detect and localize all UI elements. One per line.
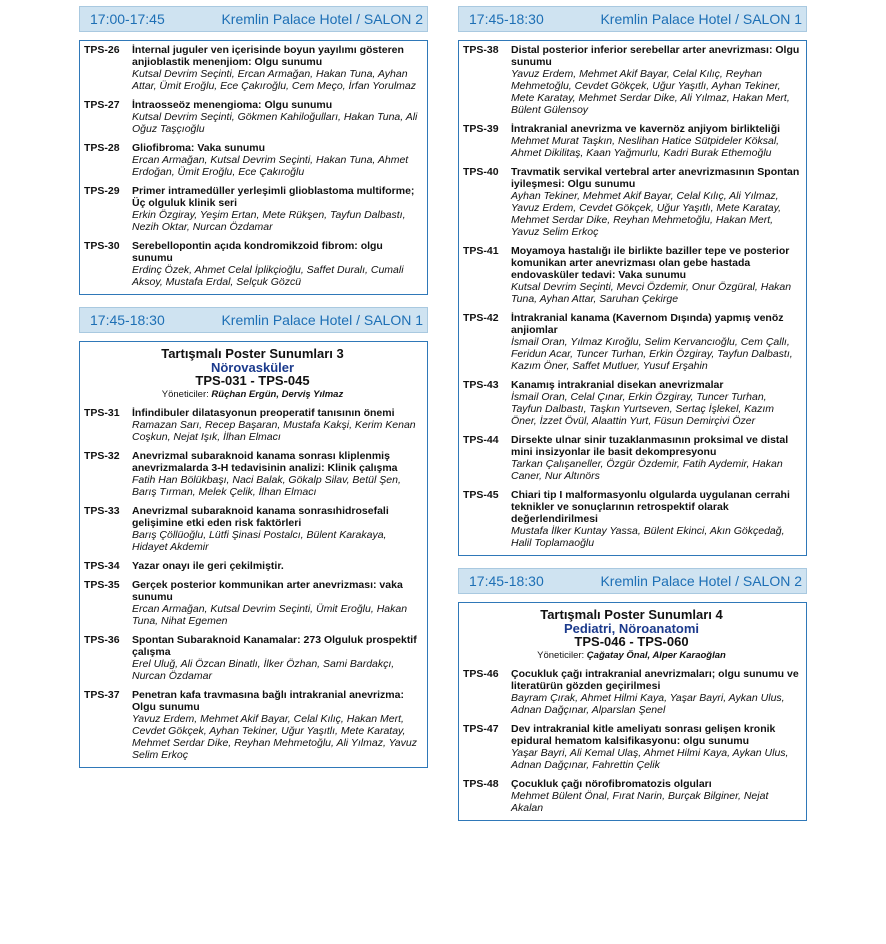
poster-body xyxy=(132,689,421,761)
poster-code: TPS-39 xyxy=(463,123,499,135)
session-subtitle: Pediatri, Nöroanatomi xyxy=(563,620,700,636)
session-time: 17:00-17:45 xyxy=(90,11,165,27)
poster-entry xyxy=(84,407,421,443)
session-time: 17:45-18:30 xyxy=(469,573,544,589)
poster-code: TPS-48 xyxy=(463,778,499,790)
poster-code: TPS-46 xyxy=(463,668,499,680)
poster-code: TPS-30 xyxy=(84,240,120,252)
poster-code: TPS-45 xyxy=(463,489,499,501)
poster-title: İntrakranial anevrizma ve kavernöz anjiyom birlikteliği xyxy=(511,123,781,135)
poster-title: Serebellopontin açıda kondromikzoid fibrom: olgu sunumu xyxy=(132,240,383,264)
session-title: Tartışmalı Poster Sunumları 3 xyxy=(161,346,344,361)
session-header-bar xyxy=(79,6,428,32)
poster-code: TPS-31 xyxy=(84,407,120,419)
poster-entry xyxy=(463,489,800,549)
poster-authors: Bayram Çırak, Ahmet Hilmi Kaya, Yaşar Bayri, Aykan Ulus, Adnan Dağçınar, Alparslan Şenel xyxy=(511,692,785,716)
poster-title: İnfindibuler dilatasyonun preoperatif tanısının önemi xyxy=(132,407,395,419)
moderator-names: Çağatay Önal, Alper Karaoğlan xyxy=(586,649,726,661)
poster-authors: Kutsal Devrim Seçinti, Gökmen Kahiloğulları, Hakan Tuna, Ali Oğuz Taşçıoğlu xyxy=(132,111,418,135)
program-section xyxy=(458,6,807,556)
session-heading xyxy=(463,608,800,662)
poster-authors: Erdinç Özek, Ahmet Celal İplikçioğlu, Saffet Duralı, Cumali Aksoy, Mustafa Erdal, Selçuk Gözcü xyxy=(132,264,404,288)
poster-body xyxy=(511,489,800,549)
poster-entry xyxy=(84,579,421,627)
poster-title: Çocukluk çağı nörofibromatozis olguları xyxy=(511,778,712,790)
poster-code: TPS-36 xyxy=(84,634,120,646)
poster-body xyxy=(511,379,800,427)
session-location: Kremlin Palace Hotel / SALON 2 xyxy=(600,573,802,589)
poster-code: TPS-33 xyxy=(84,505,120,517)
poster-title: Distal posterior inferior serebellar arter anevrizması: Olgu sunumu xyxy=(511,44,800,68)
poster-authors: Erkin Özgiray, Yeşim Ertan, Mete Rükşen, Tayfun Dalbastı, Nezih Oktar, Nurcan Özdamar xyxy=(132,209,406,233)
poster-code: TPS-41 xyxy=(463,245,499,257)
poster-entry xyxy=(463,44,800,116)
poster-body xyxy=(132,44,421,92)
poster-title: Chiari tip I malformasyonlu olgularda uygulanan cerrahi teknikler ve sonuçlarının retrospektif olarak değerlendirilmesi xyxy=(511,489,790,525)
poster-authors: Mehmet Murat Taşkın, Neslihan Hatice Sütpideler Köksal, Ahmet Dikilitaş, Kaan Yağmurlu, Kadri Burak Ethemoğlu xyxy=(511,135,780,159)
session-title: Tartışmalı Poster Sunumları 4 xyxy=(540,607,723,622)
poster-entry xyxy=(84,560,421,572)
poster-entry xyxy=(84,634,421,682)
poster-body xyxy=(132,240,421,288)
session-time: 17:45-18:30 xyxy=(90,312,165,328)
session-time: 17:45-18:30 xyxy=(469,11,544,27)
poster-title: Dev intrakranial kitle ameliyatı sonrası gelişen kronik epidural hematom kalsifikasyonu: olgu sunumu xyxy=(511,723,776,747)
poster-authors: Tarkan Çalışaneller, Özgür Özdemir, Fatih Aydemir, Hakan Caner, Nur Altınörs xyxy=(511,458,783,482)
poster-body xyxy=(132,505,421,553)
poster-entry xyxy=(84,689,421,761)
poster-authors: Ayhan Tekiner, Mehmet Akif Bayar, Celal Kılıç, Ali Yılmaz, Yavuz Erdem, Cevdet Gökçek, Uğur Yaşıtlı, Mete Karatay, Mehmet Serdar Dike, Reyhan Mehmetoğlu, Hakan Mert, Yavuz Selim Erkoç xyxy=(511,190,782,238)
right-column xyxy=(458,6,807,833)
poster-body xyxy=(511,245,800,305)
poster-body xyxy=(132,185,421,233)
poster-entry xyxy=(463,434,800,482)
session-box xyxy=(79,40,428,295)
poster-entry xyxy=(84,44,421,92)
session-heading xyxy=(84,347,421,401)
poster-body xyxy=(132,560,421,572)
session-box xyxy=(79,341,428,768)
poster-authors: İsmail Oran, Yılmaz Kıroğlu, Selim Kervancıoğlu, Cem Çallı, Feridun Acar, Tuncer Turhan, Erkin Özgiray, Tayfun Dalbastı, Kazım Öner, Saffet Mutluer, Yusuf Erşahin xyxy=(511,336,793,372)
program-section xyxy=(79,307,428,768)
poster-title: Moyamoya hastalığı ile birlikte baziller tepe ve posterior komunikan arter anevrizması olan gebe hastada endovasküler tedavi: Vaka sunumu xyxy=(511,245,790,281)
poster-code: TPS-38 xyxy=(463,44,499,56)
poster-authors: Erel Uluğ, Ali Özcan Binatlı, İlker Özhan, Sami Bardakçı, Nurcan Özdamar xyxy=(132,658,395,682)
poster-entry xyxy=(84,142,421,178)
poster-body xyxy=(511,434,800,482)
poster-authors: Ercan Armağan, Kutsal Devrim Seçinti, Hakan Tuna, Ahmet Erdoğan, Ümit Eroğlu, Ece Çakıroğlu xyxy=(132,154,409,178)
poster-body xyxy=(511,778,800,814)
poster-authors: Yaşar Bayri, Ali Kemal Ulaş, Ahmet Hilmi Kaya, Aykan Ulus, Adnan Dağçınar, Fahrettin Çelik xyxy=(511,747,789,771)
poster-entry xyxy=(84,185,421,233)
poster-title: Kanamış intrakranial disekan anevrizmalar xyxy=(511,379,724,391)
poster-body xyxy=(132,142,421,178)
poster-title: Travmatik servikal vertebral arter anevrizmasının Spontan iyileşmesi: Olgu sunumu xyxy=(511,166,800,190)
poster-code: TPS-35 xyxy=(84,579,120,591)
poster-body xyxy=(511,123,800,159)
session-subtitle: Nörovasküler xyxy=(210,359,295,375)
poster-title: Dirsekte ulnar sinir tuzaklanmasının proksimal ve distal mini insizyonlar ile basit dekompresyonu xyxy=(511,434,789,458)
poster-code: TPS-43 xyxy=(463,379,499,391)
poster-code: TPS-40 xyxy=(463,166,499,178)
poster-title: Gerçek posterior kommunikan arter anevrizması: vaka sunumu xyxy=(132,579,403,603)
moderator-names: Rüçhan Ergün, Derviş Yılmaz xyxy=(211,388,344,400)
poster-code: TPS-37 xyxy=(84,689,120,701)
session-moderators xyxy=(84,388,421,402)
poster-entry xyxy=(463,245,800,305)
poster-entry xyxy=(463,778,800,814)
poster-title: İntrakranial kanama (Kavernom Dışında) yapmış venöz anjiomlar xyxy=(511,312,784,336)
moderator-label: Yöneticiler: xyxy=(161,388,209,400)
poster-title: İnternal juguler ven içerisinde boyun yayılımı gösteren anjioblastik menenjiom: Olgu sunumu xyxy=(132,44,404,68)
poster-body xyxy=(511,723,800,771)
poster-code: TPS-26 xyxy=(84,44,120,56)
poster-body xyxy=(511,44,800,116)
poster-entry xyxy=(84,450,421,498)
poster-authors: Mustafa İlker Kuntay Yassa, Bülent Ekinci, Akın Gökçedağ, Halil Toplamaoğlu xyxy=(511,525,785,549)
poster-body xyxy=(132,407,421,443)
poster-authors: Yavuz Erdem, Mehmet Akif Bayar, Celal Kılıç, Reyhan Mehmetoğlu, Cevdet Gökçek, Uğur Yaşıtlı, Ayhan Tekiner, Mete Karatay, Mehmet Serdar Dike, Ali Yılmaz, Hakan Mert, Bülent Gülensoy xyxy=(511,68,790,116)
poster-title: Anevrizmal subaraknoid kanama sonrası kliplenmiş anevrizmalarda 3-H tedavisinin analizi: Klinik çalışma xyxy=(132,450,398,474)
session-location: Kremlin Palace Hotel / SALON 1 xyxy=(600,11,802,27)
poster-authors: Kutsal Devrim Seçinti, Mevci Özdemir, Onur Özgüral, Hakan Tuna, Ayhan Attar, Saruhan Çekirge xyxy=(511,281,792,305)
poster-title: Anevrizmal subaraknoid kanama sonrasıhidrosefali gelişimine etki eden risk faktörleri xyxy=(132,505,389,529)
poster-entry xyxy=(463,166,800,238)
session-range: TPS-031 - TPS-045 xyxy=(195,373,310,388)
poster-authors: Fatih Han Bölükbaşı, Naci Balak, Gökalp Silav, Betül Şen, Barış Tırman, Melek Çelik, İlhan Elmacı xyxy=(132,474,401,498)
poster-title: Primer intramedüller yerleşimli glioblastoma multiforme; Üç olguluk klinik seri xyxy=(132,185,415,209)
poster-code: TPS-42 xyxy=(463,312,499,324)
poster-entry xyxy=(463,668,800,716)
poster-entry xyxy=(84,505,421,553)
moderator-label: Yöneticiler: xyxy=(537,649,585,661)
poster-entry xyxy=(463,723,800,771)
poster-code: TPS-44 xyxy=(463,434,499,446)
poster-authors: Kutsal Devrim Seçinti, Ercan Armağan, Hakan Tuna, Ayhan Attar, Ümit Eroğlu, Ece Çakıroğlu, Cem Meço, İrfan Yorulmaz xyxy=(132,68,416,92)
poster-code: TPS-29 xyxy=(84,185,120,197)
poster-code: TPS-27 xyxy=(84,99,120,111)
poster-entry xyxy=(463,379,800,427)
session-header-bar xyxy=(458,6,807,32)
poster-title: Yazar onayı ile geri çekilmiştir. xyxy=(132,560,284,572)
session-location: Kremlin Palace Hotel / SALON 1 xyxy=(221,312,423,328)
session-moderators xyxy=(463,649,800,663)
poster-authors: Ramazan Sarı, Recep Başaran, Mustafa Kakşi, Kerim Kenan Coşkun, Nejat Işık, İlhan Elmacı xyxy=(132,419,416,443)
program-section xyxy=(79,6,428,295)
poster-title: Çocukluk çağı intrakranial anevrizmaları; olgu sunumu ve literatürün gözden geçirilmesi xyxy=(511,668,799,692)
session-location: Kremlin Palace Hotel / SALON 2 xyxy=(221,11,423,27)
poster-entry xyxy=(463,123,800,159)
poster-entry xyxy=(84,240,421,288)
poster-body xyxy=(132,579,421,627)
poster-code: TPS-32 xyxy=(84,450,120,462)
poster-entry xyxy=(84,99,421,135)
poster-authors: Barış Çöllüoğlu, Lütfi Şinasi Postalcı, Bülent Karakaya, Hidayet Akdemir xyxy=(132,529,387,553)
poster-title: Gliofibroma: Vaka sunumu xyxy=(132,142,266,154)
poster-body xyxy=(132,99,421,135)
poster-authors: Yavuz Erdem, Mehmet Akif Bayar, Celal Kılıç, Hakan Mert, Cevdet Gökçek, Ayhan Tekiner, Uğur Yaşıtlı, Mete Karatay, Mehmet Serdar Dike, Reyhan Mehmetoğlu, Ali Yılmaz, Yavuz Selim Erkoç xyxy=(132,713,417,761)
left-column xyxy=(79,6,428,780)
poster-code: TPS-47 xyxy=(463,723,499,735)
poster-title: Spontan Subaraknoid Kanamalar: 273 Olguluk prospektif çalışma xyxy=(132,634,417,658)
poster-authors: İsmail Oran, Celal Çınar, Erkin Özgiray, Tuncer Turhan, Tayfun Dalbastı, Taşkın Yurtseven, Sertaç İşlekel, Kazım Öner, İzzet Övül, Alaattin Yurt, Füsun Demirçivi Özer xyxy=(511,391,775,427)
session-range: TPS-046 - TPS-060 xyxy=(574,634,689,649)
session-header-bar xyxy=(79,307,428,333)
poster-body xyxy=(132,450,421,498)
poster-body xyxy=(132,634,421,682)
poster-body xyxy=(511,668,800,716)
poster-title: Penetran kafa travmasına bağlı intrakranial anevrizma: Olgu sunumu xyxy=(132,689,404,713)
poster-code: TPS-34 xyxy=(84,560,120,572)
poster-code: TPS-28 xyxy=(84,142,120,154)
program-section xyxy=(458,568,807,821)
poster-authors: Mehmet Bülent Önal, Fırat Narin, Burçak Bilginer, Nejat Akalan xyxy=(511,790,769,814)
poster-body xyxy=(511,312,800,372)
poster-title: İntraosseöz menengioma: Olgu sunumu xyxy=(132,99,333,111)
session-box xyxy=(458,40,807,556)
poster-entry xyxy=(463,312,800,372)
session-box xyxy=(458,602,807,821)
session-header-bar xyxy=(458,568,807,594)
poster-authors: Ercan Armağan, Kutsal Devrim Seçinti, Ümit Eroğlu, Hakan Tuna, Nihat Egemen xyxy=(132,603,408,627)
poster-body xyxy=(511,166,800,238)
